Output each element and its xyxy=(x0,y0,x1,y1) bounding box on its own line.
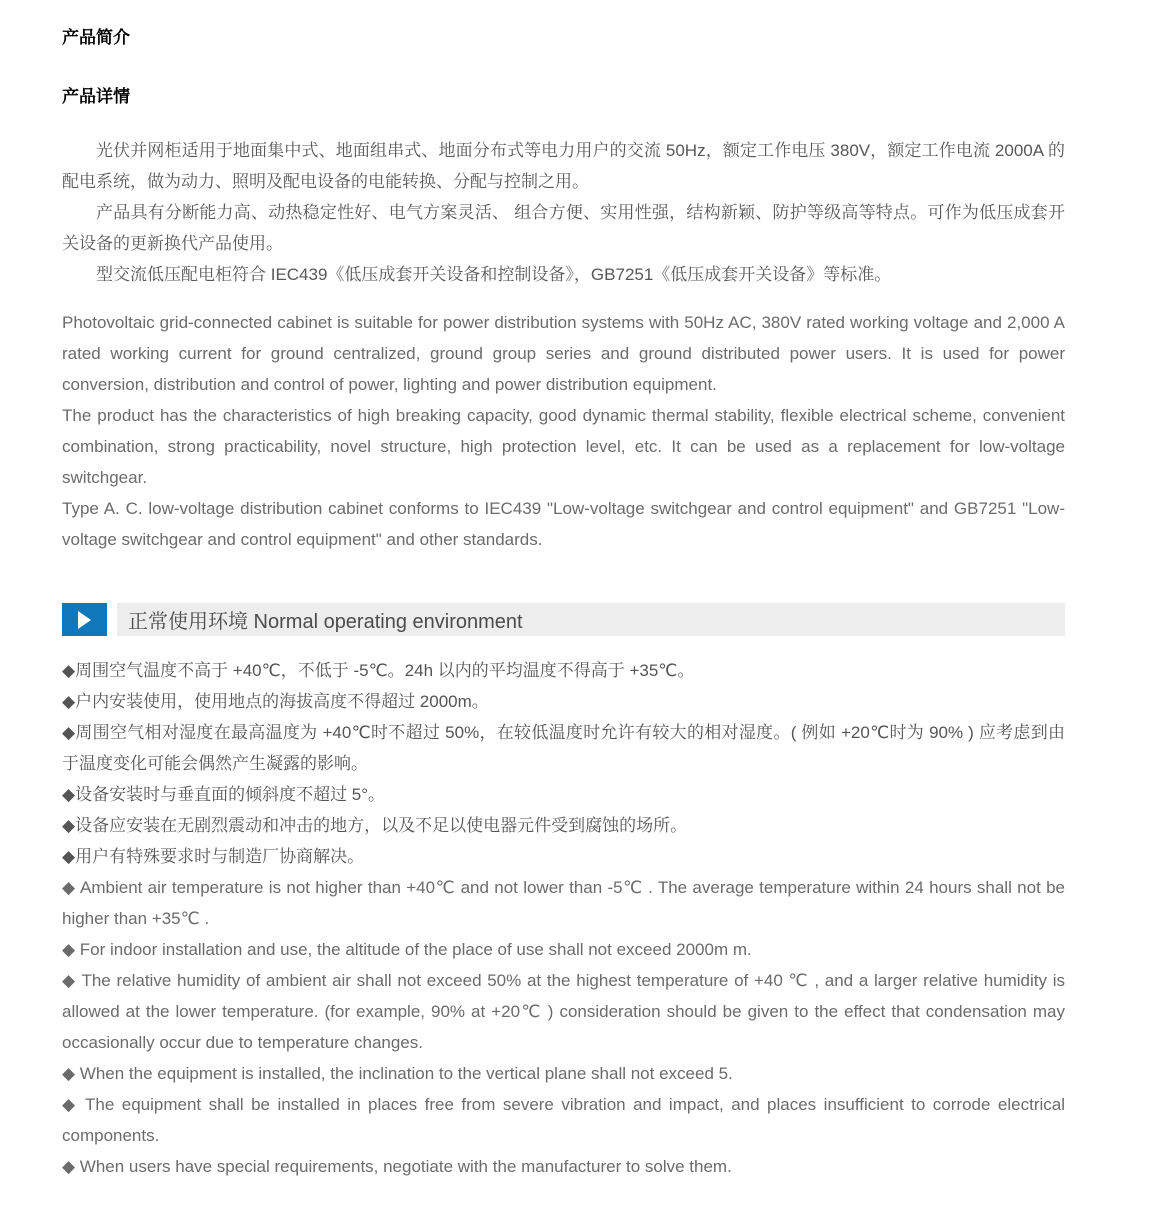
list-item-zh: ◆设备安装时与垂直面的倾斜度不超过 5°。 xyxy=(62,785,386,804)
list-item-en: ◆ The relative humidity of ambient air shall not exceed 50% at the highest temperature of +40 ℃ , and a larger relative humidity is allowed at the lower temperature. (for example, 90% at +20℃ ) consideration should be given to the effect that condensation may occasionally occur due to temperature changes. xyxy=(62,971,1065,1052)
list-item-en: ◆ Ambient air temperature is not higher than +40℃ and not lower than -5℃ . The average temperature within 24 hours shall not be higher than +35℃ . xyxy=(62,878,1065,928)
intro-zh-paragraph: 型交流低压配电柜符合 IEC439《低压成套开关设备和控制设备》，GB7251《低压成套开关设备》等标准。 xyxy=(96,265,892,284)
intro-en-paragraph: The product has the characteristics of high breaking capacity, good dynamic thermal stability, flexible electrical scheme, convenient combination, strong practicability, novel structure, high protection level, etc. It can be used as a replacement for low-voltage switchgear. xyxy=(62,406,1065,487)
page-title: 产品简介 xyxy=(62,28,130,47)
environment-requirements-list xyxy=(62,655,1065,1182)
list-item-zh: ◆用户有特殊要求时与制造厂协商解决。 xyxy=(62,847,365,866)
list-item-zh: ◆周围空气相对湿度在最高温度为 +40℃时不超过 50%，在较低温度时允许有较大的相对湿度。( 例如 +20℃时为 90% ) 应考虑到由于温度变化可能会偶然产生凝露的影响。 xyxy=(62,723,1065,773)
list-item-zh: ◆设备应安装在无剧烈震动和冲击的地方，以及不足以使电器元件受到腐蚀的场所。 xyxy=(62,816,688,835)
intro-english-block xyxy=(62,307,1065,555)
intro-en-paragraph: Photovoltaic grid-connected cabinet is suitable for power distribution systems with 50Hz AC, 380V rated working voltage and 2,000 A rated working current for ground centralized, ground group series and ground distributed power users. It is used for power conversion, distribution and control of power, lighting and power distribution equipment. xyxy=(62,313,1065,394)
list-item-en: ◆ For indoor installation and use, the altitude of the place of use shall not exceed 2000m m. xyxy=(62,940,752,959)
list-item-en: ◆ When users have special requirements, negotiate with the manufacturer to solve them. xyxy=(62,1157,732,1176)
intro-en-paragraph: Type A. C. low-voltage distribution cabinet conforms to IEC439 "Low-voltage switchgear and control equipment" and GB7251 "Low-voltage switchgear and control equipment" and other standards. xyxy=(62,499,1065,549)
section-title-bar xyxy=(117,603,1065,636)
details-heading: 产品详情 xyxy=(62,87,130,106)
list-item-zh: ◆户内安装使用，使用地点的海拔高度不得超过 2000m。 xyxy=(62,692,489,711)
section-title: 正常使用环境 Normal operating environment xyxy=(128,611,523,633)
intro-zh-paragraph: 光伏并网柜适用于地面集中式、地面组串式、地面分布式等电力用户的交流 50Hz，额定工作电压 380V，额定工作电流 2000A 的配电系统，做为动力、照明及配电设备的电能转换、分配与控制之用。 xyxy=(62,141,1065,191)
list-item-en: ◆ The equipment shall be installed in places free from severe vibration and impact, and places insufficient to corrode electrical components. xyxy=(62,1095,1065,1145)
section-header-normal-operating-environment xyxy=(62,603,1065,636)
play-arrow-icon xyxy=(62,603,107,636)
list-item-en: ◆ When the equipment is installed, the inclination to the vertical plane shall not exceed 5. xyxy=(62,1064,733,1083)
list-item-zh: ◆周围空气温度不高于 +40℃，不低于 -5℃。24h 以内的平均温度不得高于 +35℃。 xyxy=(62,661,695,680)
intro-chinese-block xyxy=(62,135,1065,290)
triangle-glyph xyxy=(78,611,91,629)
intro-zh-paragraph: 产品具有分断能力高、动热稳定性好、电气方案灵活、 组合方便、实用性强，结构新颖、防护等级高等特点。可作为低压成套开关设备的更新换代产品使用。 xyxy=(62,203,1065,253)
